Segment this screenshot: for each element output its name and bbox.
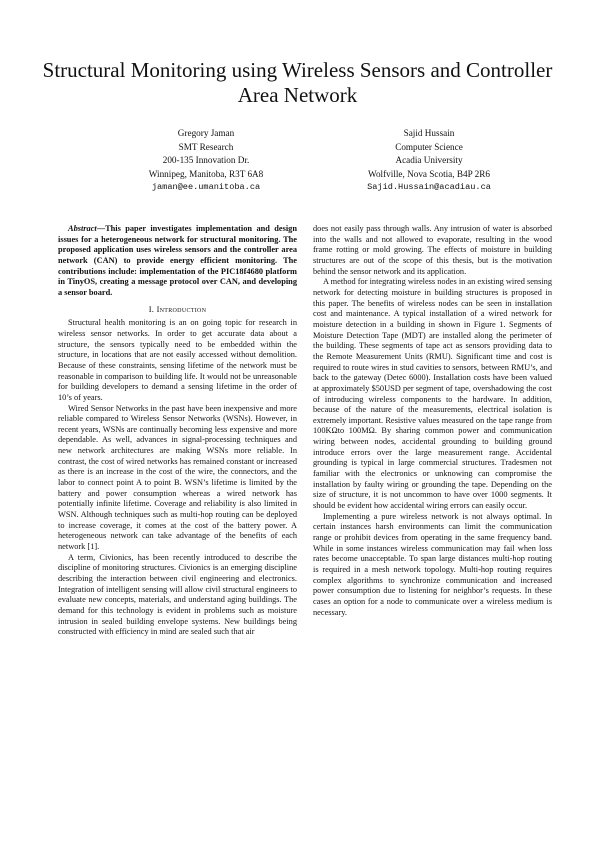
author-block-1	[96, 127, 316, 195]
author-email: Sajid.Hussain@acadiau.ca	[367, 182, 491, 192]
author-affiliation: Computer Science	[395, 141, 463, 152]
author-block-2	[319, 127, 539, 195]
body-paragraph: Structural health monitoring is an on going topic for research in wireless sensor networks. In order to get accurate data about a structure, the sensors typically need to be embedded within the structure, in locations that are not easily accessed without demolition. Because of these constraints, sensing lifetime of the network must be reasonable in comparison to building life. It would not be unreasonable for building developers to demand a sensing lifetime in the order of 10’s of years.	[58, 318, 297, 402]
body-paragraph: Implementing a pure wireless network is not always optimal. In certain instances harsh environments can limit the communication range or prohibit devices from operating in the same frequency band. While in some instances wireless communication may fail when loss rates become unacceptable. To span large distances multi-hop routing is required in a mesh network topology. Multi-hop routing requires complex algorithms to synchronize communication and increased power consumption due to listening for neighbor’s requests. In these cases an option for a node to communicate over a wireless medium is necessary.	[313, 511, 552, 617]
abstract-text: —This paper investigates implementation and design issues for a heterogeneous network for structural monitoring. The proposed application uses wireless sensors and the controller area network (CAN) to provide energy efficient monitoring. The contributions include: implementation of the PIC18f4680 platform in TinyOS, creating a message protocol over CAN, and developing a sensor board.	[58, 224, 297, 297]
author-address-line: Wolfville, Nova Scotia, B4P 2R6	[368, 168, 490, 179]
paper-title: Structural Monitoring using Wireless Sensors and Controller Area Network	[42, 58, 553, 107]
body-paragraph-continued: does not easily pass through walls. Any intrusion of water is absorbed into the walls and not allowed to evaporate, resulting in the wood frame rotting or mold growing. The effects of moisture in building structures are out of the scope of this thesis, but is the motivation behind the sensor network and its application.	[313, 224, 552, 276]
body-paragraph: Wired Sensor Networks in the past have been inexpensive and more reliable compared to Wireless Sensor Networks (WSNs). However, in recent years, WSNs are continually becoming less expensive and more dependable. As well, advances in signal-processing techniques and new network architectures are making WSNs more reliable. In contrast, the cost of wired networks has remained constant or increased as there is an increase in the cost of the wire, the connectors, and the labor to connect point A to point B. WSN’s lifetime is limited by the battery and power consumption whereas a wired network has potentially infinite lifetime. Coverage and reliability is also limited in WSN. Although techniques such as multi-hop routing can be deployed to increase coverage, it comes at the cost of the battery power. A heterogeneous network can take advantage of the benefits of each network [1].	[58, 403, 297, 552]
author-address-line: Acadia University	[395, 155, 463, 165]
author-address-line: Winnipeg, Manitoba, R3T 6A8	[148, 168, 264, 179]
right-column	[313, 224, 552, 618]
abstract-label: Abstract	[68, 224, 97, 233]
body-paragraph: A term, Civionics, has been recently introduced to describe the discipline of monitoring structures. Civionics is an emerging discipline describing the interaction between civil engineering and electronics. Integration of intelligent sensing will allow civil structural engineers to evaluate new concepts, materials, and understand aging buildings. The demand for this technology is evident in problems such as moisture intrusion in sealed building envelope systems. New buildings being constructed with efficiency in mind are sealed such that air	[58, 552, 297, 637]
body-paragraph: A method for integrating wireless nodes in an existing wired sensing network for detecting moisture in building structures is proposed in this paper. The benefits of wireless nodes can be seen in installation cost and maintenance. A typical installation of a wired network for moisture detection in a building in shown in Figure 1. Segments of Moisture Detection Tape (MDT) are installed along the perimeter of the building. These segments of tape act as sensors providing data to the Remote Measurement Units (RMU). Significant time and cost is required to route wires in stud cavities to sensors, between RMU’s, and back to the gateway (Detec 6000). Installation costs have been valued at approximately $50USD per segment of tape, overshadowing the cost of introducing wireless components to the hardware. In addition, because of the nature of the measurements, electrical isolation is extremely important. Resistive values measured on the tape range from 100KΩto 100MΩ. By sharing common power and communication wiring between nodes, accidental grounding to building ground introduce errors over the large measurement range. Accidental grounding is typical in large commercial structures. Tradesmen not familiar with the electronics or unknowing can compromise the installation by faulty wiring or grounding the tape. Depending on the size of structure, it is not uncommon to have over 1000 segments. It should be evident how accidental wiring errors can easily occur.	[313, 277, 552, 511]
abstract	[58, 224, 297, 299]
left-column	[58, 224, 297, 638]
author-address-line: 200-135 Innovation Dr.	[162, 155, 250, 165]
author-email: jaman@ee.umanitoba.ca	[151, 182, 261, 192]
section-heading: I. Introduction	[148, 304, 207, 314]
author-name: Sajid Hussain	[403, 128, 455, 138]
author-name: Gregory Jaman	[177, 128, 235, 138]
author-affiliation: SMT Research	[178, 141, 234, 152]
